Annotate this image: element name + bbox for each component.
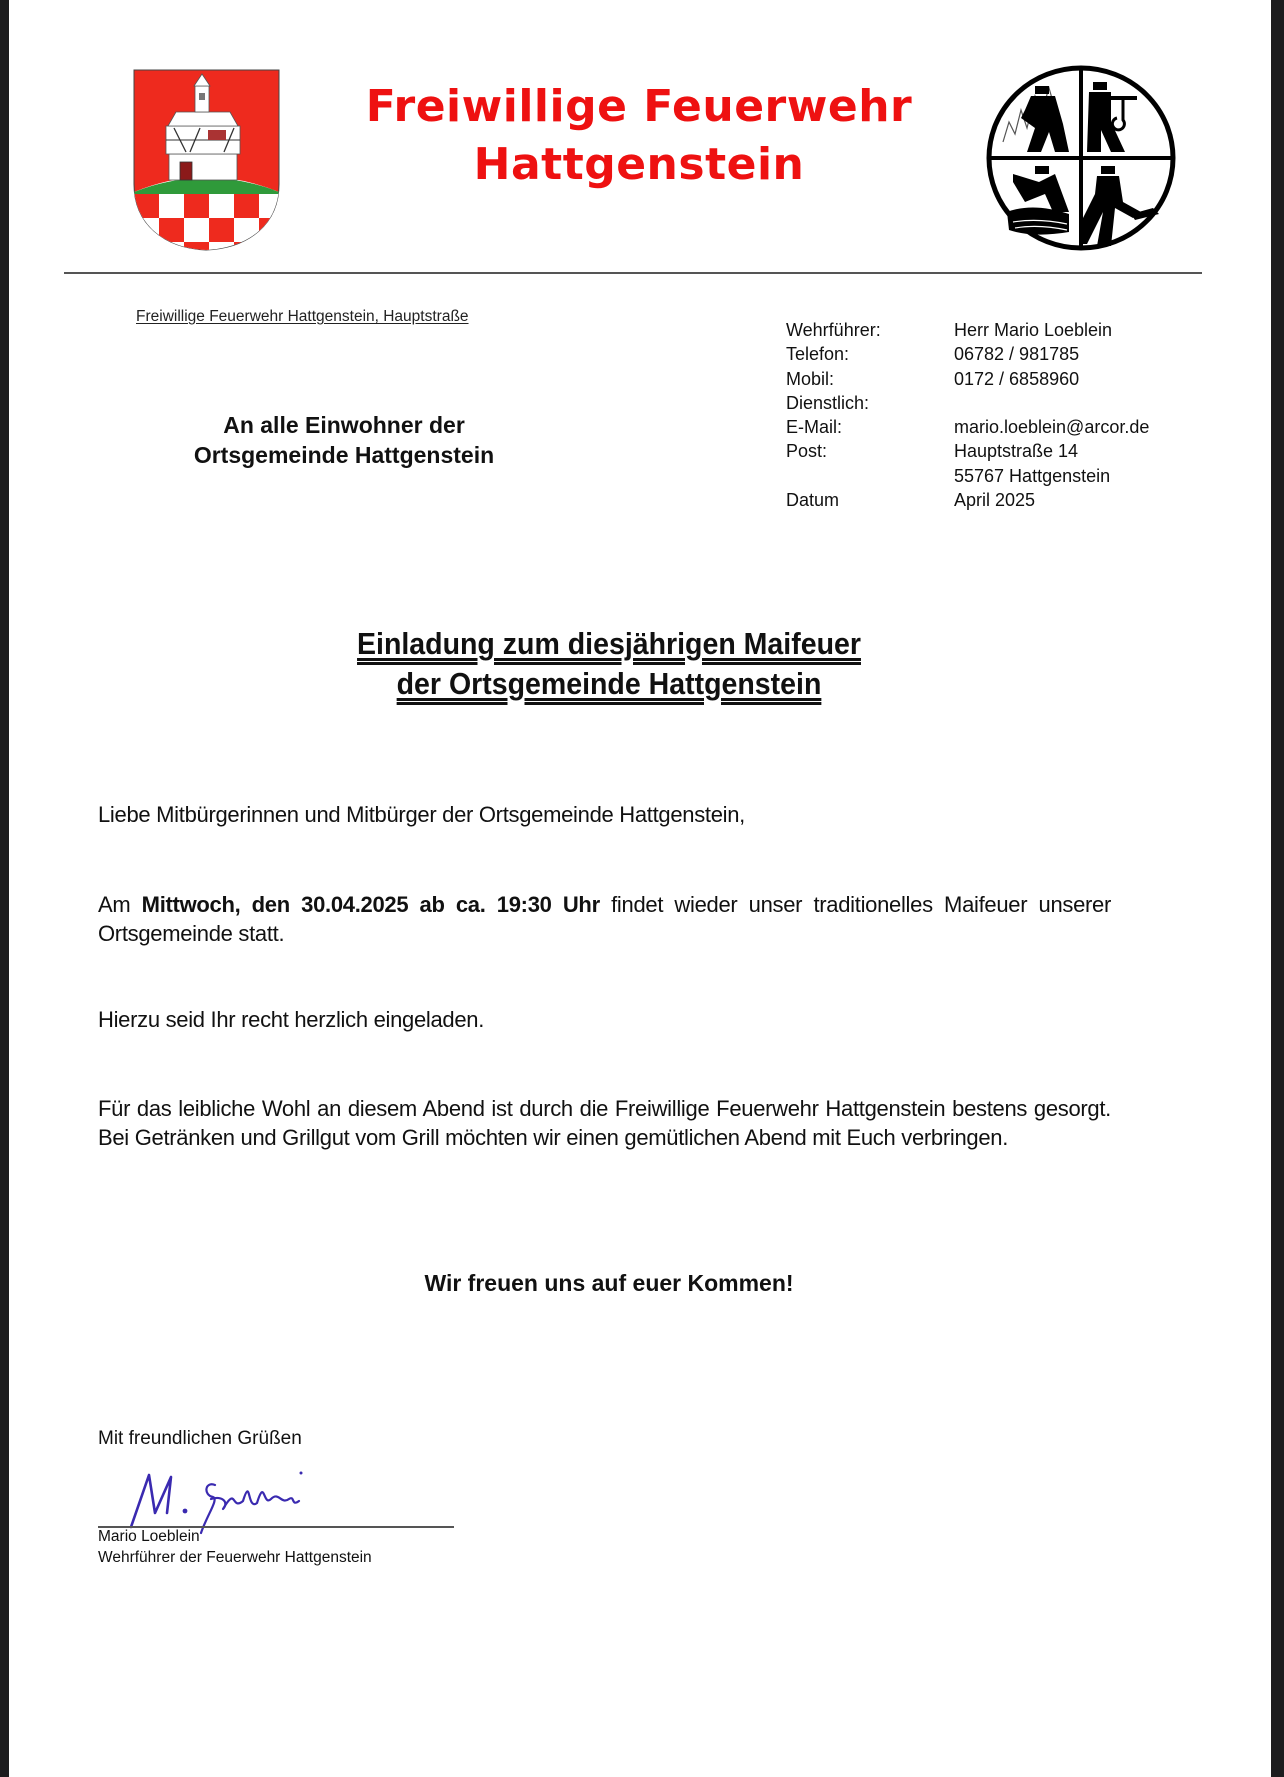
letter-page: [9, 0, 1271, 1777]
contact-email[interactable]: mario.loeblein@arcor.de: [954, 417, 1150, 438]
event-paragraph: [98, 890, 1111, 948]
contact-row: [786, 318, 1149, 342]
contact-value: 55767 Hattgenstein: [954, 465, 1111, 486]
event-date-time: Mittwoch, den 30.04.2025 ab ca. 19:30 Uhr: [141, 892, 600, 917]
contact-label: Mobil:: [786, 368, 835, 389]
recipient-line2: Ortsgemeinde Hattgenstein: [193, 442, 495, 468]
event-suffix: findet wieder unser traditionelles Maifeuer unserer Ortsgemeinde statt.: [98, 892, 1112, 946]
contact-value: Herr Mario Loeblein: [954, 320, 1113, 340]
contact-row: [786, 367, 1149, 391]
invitation-paragraph: Hierzu seid Ihr recht herzlich eingeladen.: [98, 1007, 485, 1032]
header-divider: [64, 272, 1202, 274]
recipient-block: [139, 410, 549, 470]
contact-label: Wehrführer:: [786, 320, 881, 340]
fire-brigade-emblem-icon: [983, 62, 1179, 254]
contact-label: Telefon:: [786, 344, 850, 365]
document-subject: [241, 624, 977, 704]
organization-title: [309, 78, 969, 194]
salutation: Liebe Mitbürgerinnen und Mitbürger der Ortsgemeinde Hattgenstein,: [98, 802, 745, 827]
coat-of-arms-icon: [124, 64, 289, 252]
contact-row: [786, 488, 1149, 512]
contact-row: [786, 439, 1149, 463]
event-prefix: Am: [98, 892, 142, 917]
return-address: Freiwillige Feuerwehr Hattgenstein, Hauptstraße: [136, 308, 469, 325]
organization-title-line2: Hattgenstein: [473, 139, 805, 190]
signer-name: Mario Loeblein: [98, 1528, 200, 1545]
contact-label: E-Mail:: [786, 417, 843, 438]
closing-statement: Wir freuen uns auf euer Kommen!: [424, 1270, 794, 1296]
handwritten-signature-icon: [119, 1455, 349, 1535]
contact-value: 0172 / 6858960: [954, 368, 1080, 389]
contact-row: [786, 415, 1149, 439]
contact-row: [786, 342, 1149, 366]
recipient-line1: An alle Einwohner der: [223, 412, 465, 438]
contact-value: 06782 / 981785: [954, 344, 1080, 365]
contact-label: Datum: [786, 490, 840, 511]
catering-paragraph: Für das leibliche Wohl an diesem Abend ist durch die Freiwillige Feuerwehr Hattgenstein bestens gesorgt. Bei Getränken und Grillgut vom Grill möchten wir einen gemütlichen Abend mit Euch verbringen.: [98, 1096, 1111, 1150]
subject-line1: Einladung zum diesjährigen Maifeuer: [357, 626, 861, 661]
contact-label: [786, 464, 954, 488]
contact-info-block: [786, 318, 1149, 512]
contact-value: April 2025: [954, 490, 1036, 511]
organization-title-line1: Freiwillige Feuerwehr: [365, 81, 913, 132]
contact-value: Hauptstraße 14: [954, 441, 1079, 462]
subject-line2: der Ortsgemeinde Hattgenstein: [396, 666, 822, 701]
contact-row: [786, 464, 1149, 488]
contact-row: [786, 391, 1149, 415]
contact-label: Post:: [786, 441, 828, 462]
greeting: Mit freundlichen Grüßen: [98, 1428, 302, 1449]
signer-role: Wehrführer der Feuerwehr Hattgenstein: [98, 1549, 372, 1566]
contact-label: Dienstlich:: [786, 392, 870, 413]
